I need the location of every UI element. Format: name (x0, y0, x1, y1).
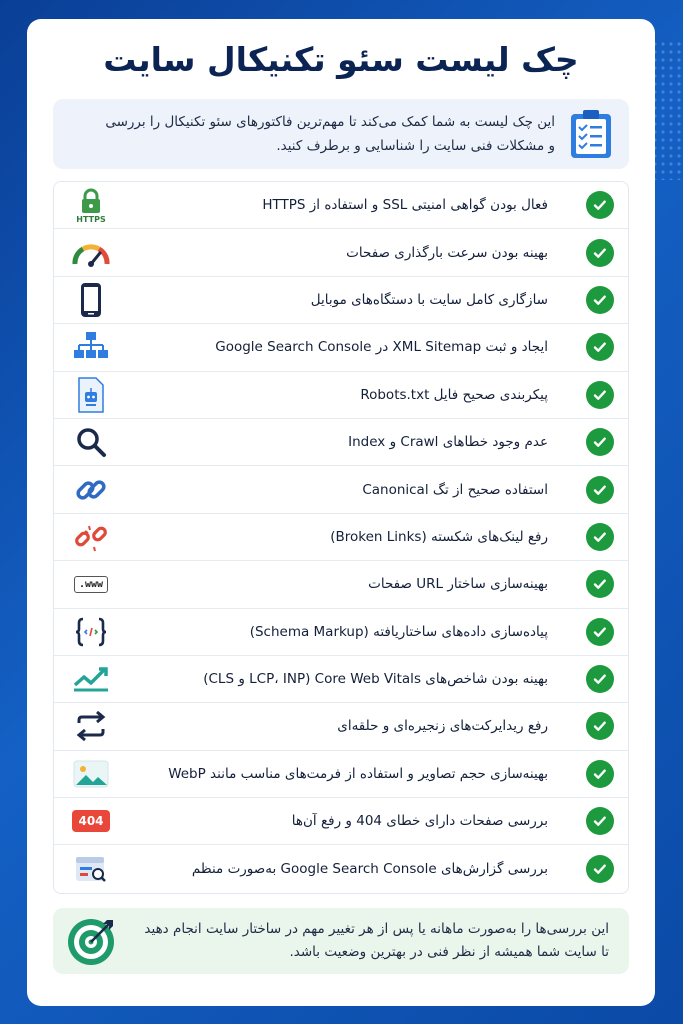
broken-link-icon (68, 517, 114, 557)
clipboard-checklist-icon (569, 108, 613, 160)
image-icon (68, 754, 114, 794)
list-item (54, 372, 628, 419)
list-item (54, 609, 628, 656)
list-item (54, 324, 628, 371)
item-label: بررسی گزارش‌های Google Search Console به‌صورت منظم (191, 861, 548, 878)
list-item (54, 514, 628, 561)
list-item (54, 419, 628, 466)
footer-line-1: این بررسی‌ها را به‌صورت ماهانه یا پس از هر تغییر مهم در ساختار سایت انجام دهید (144, 920, 609, 937)
item-label: رفع لینک‌های شکسته (Broken Links) (330, 528, 548, 545)
item-label: بررسی صفحات دارای خطای 404 و رفع آن‌ها (291, 813, 548, 830)
checkmark-icon (586, 476, 614, 504)
link-icon (68, 470, 114, 510)
item-label: فعال بودن گواهی امنیتی SSL و استفاده از HTTPS (262, 197, 548, 214)
checklist (53, 181, 629, 894)
checklist-card (27, 19, 655, 1006)
padlock-https-icon (68, 185, 114, 225)
item-label: بهینه‌سازی حجم تصاویر و استفاده از فرمت‌های مناسب مانند WebP (168, 765, 548, 782)
code-braces-icon (68, 612, 114, 652)
svg-text:HTTPS: HTTPS (76, 215, 106, 225)
sitemap-icon (68, 327, 114, 367)
checkmark-icon (586, 191, 614, 219)
item-label: بهینه‌سازی ساختار URL صفحات (368, 576, 548, 593)
search-console-icon (68, 849, 114, 889)
list-item (54, 845, 628, 892)
www-icon: www. (68, 564, 114, 604)
footer-note (53, 908, 629, 974)
list-item (54, 277, 628, 324)
item-label: ایجاد و ثبت XML Sitemap در Google Search Console (215, 339, 548, 356)
item-label: سازگاری کامل سایت با دستگاه‌های موبایل (310, 291, 548, 308)
checkmark-icon (586, 333, 614, 361)
item-label: پیکربندی صحیح فایل Robots.txt (360, 386, 548, 403)
list-item (54, 229, 628, 276)
list-item (54, 182, 628, 229)
list-item (54, 751, 628, 798)
magnifier-icon (68, 422, 114, 462)
item-label: استفاده صحیح از تگ Canonical (362, 481, 548, 498)
checkmark-icon (586, 286, 614, 314)
item-label: بهینه بودن سرعت بارگذاری صفحات (346, 244, 548, 261)
item-label: بهینه بودن شاخص‌های Core Web Vitals (LCP، INP و CLS) (203, 671, 548, 688)
checkmark-icon (586, 523, 614, 551)
checkmark-icon (586, 381, 614, 409)
item-label: پیاده‌سازی داده‌های ساختاریافته (Schema Markup) (249, 623, 548, 640)
robot-file-icon (68, 375, 114, 415)
checkmark-icon (586, 712, 614, 740)
footer-line-2: تا سایت شما همیشه از نظر فنی در بهترین وضعیت باشد. (289, 943, 609, 960)
smartphone-icon (68, 280, 114, 320)
list-item (54, 466, 628, 513)
checkmark-icon (586, 239, 614, 267)
checkmark-icon (586, 428, 614, 456)
speedometer-icon (68, 233, 114, 273)
list-item (54, 798, 628, 845)
checkmark-icon (586, 665, 614, 693)
list-item (54, 561, 628, 608)
list-item (54, 656, 628, 703)
checkmark-icon (586, 855, 614, 883)
intro-line-1: این چک لیست به شما کمک می‌کند تا مهم‌ترین فاکتورهای سئو تکنیکال را بررسی (105, 114, 555, 130)
checkmark-icon (586, 570, 614, 598)
item-label: عدم وجود خطاهای Crawl و Index (348, 434, 548, 451)
target-icon (65, 914, 119, 968)
intro-box (53, 99, 629, 169)
intro-line-2: و مشکلات فنی سایت را شناسایی و برطرف کنید. (276, 138, 555, 154)
list-item (54, 703, 628, 750)
item-label: رفع ریدایرکت‌های زنجیره‌ای و حلقه‌ای (337, 718, 548, 735)
error-404-icon: 404 (68, 801, 114, 841)
redirect-arrows-icon (68, 706, 114, 746)
trend-chart-icon (68, 659, 114, 699)
checkmark-icon (586, 618, 614, 646)
checkmark-icon (586, 760, 614, 788)
checkmark-icon (586, 807, 614, 835)
page-title: چک لیست سئو تکنیکال سایت (103, 40, 579, 79)
